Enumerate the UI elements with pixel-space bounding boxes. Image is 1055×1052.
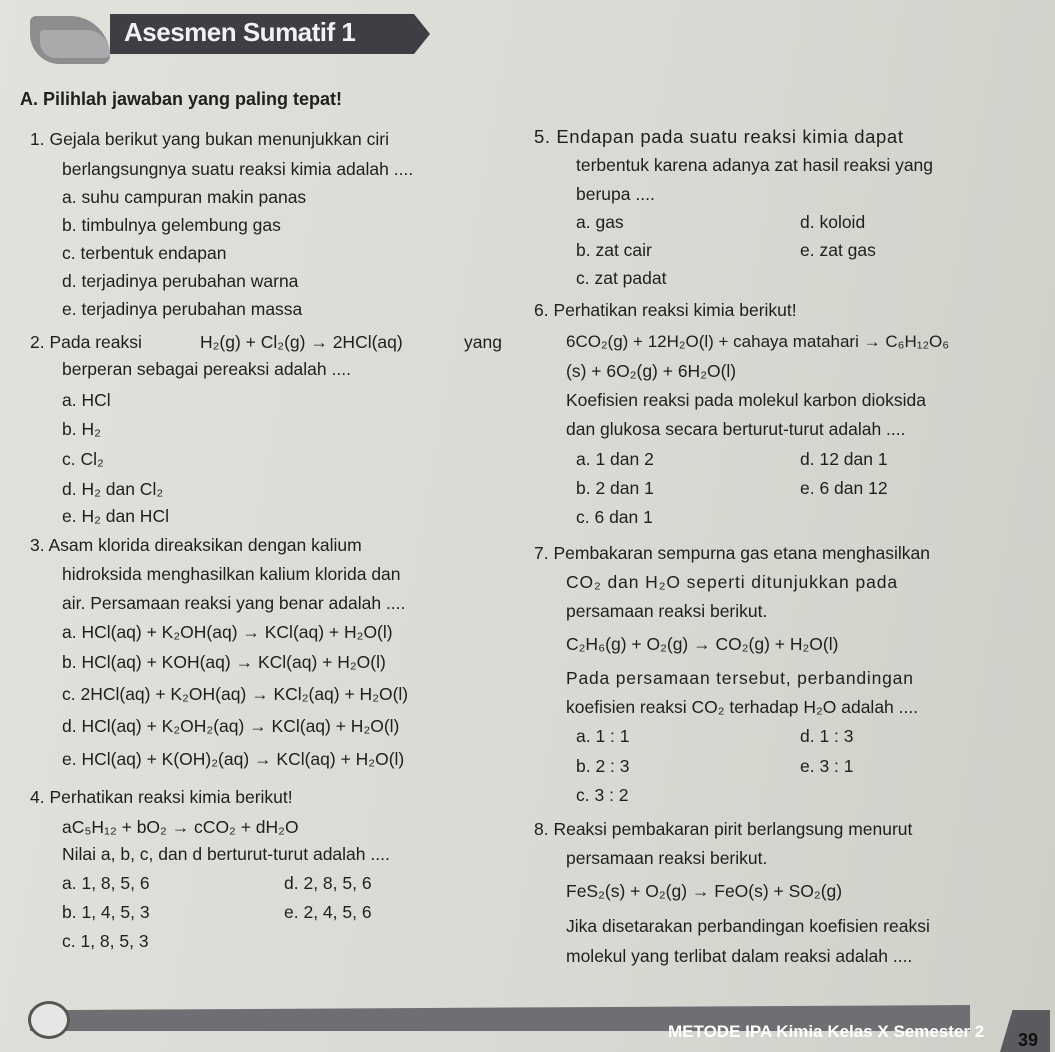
question-3-option-d: d. HCl(aq) + K₂OH₂(aq) → KCl(aq) + H₂O(l)	[62, 716, 400, 736]
question-2-option-a: a. HCl	[62, 390, 111, 410]
question-1-option-c: c. terbentuk endapan	[62, 243, 227, 263]
question-4-line-3: Nilai a, b, c, dan d berturut-turut adalah ....	[62, 844, 390, 864]
question-7-option-b: b. 2 : 3	[576, 756, 630, 776]
question-7-line-2: CO₂ dan H₂O seperti ditunjukkan pada	[566, 572, 898, 592]
question-7-option-e: e. 3 : 1	[800, 756, 854, 776]
question-5-option-d: d. koloid	[800, 212, 866, 232]
question-3-option-e: e. HCl(aq) + K(OH)₂(aq) → KCl(aq) + H₂O(l)	[62, 749, 405, 769]
question-3-line-2: hidroksida menghasilkan kalium klorida dan	[62, 564, 401, 584]
question-2-option-e: e. H₂ dan HCl	[62, 506, 169, 526]
footer-circle-decoration	[28, 1001, 70, 1039]
question-4-option-b: b. 1, 4, 5, 3	[62, 902, 150, 922]
question-4-option-d: d. 2, 8, 5, 6	[284, 873, 372, 893]
question-6-option-d: d. 12 dan 1	[800, 449, 888, 469]
book-stack-icon	[40, 30, 110, 58]
question-2-equation: H₂(g) + Cl₂(g) → 2HCl(aq)	[200, 332, 403, 352]
question-6-option-a: a. 1 dan 2	[576, 449, 654, 469]
question-8-line-1: 8. Reaksi pembakaran pirit berlangsung menurut	[534, 819, 913, 839]
section-heading: A. Pilihlah jawaban yang paling tepat!	[20, 89, 343, 109]
question-8-equation: FeS₂(s) + O₂(g) → FeO(s) + SO₂(g)	[566, 881, 843, 901]
page-number: 39	[1018, 1030, 1039, 1050]
question-6-line-1: 6. Perhatikan reaksi kimia berikut!	[534, 300, 797, 320]
question-7-option-c: c. 3 : 2	[576, 785, 629, 805]
question-5-option-c: c. zat padat	[576, 268, 667, 288]
question-8-line-2: persamaan reaksi berikut.	[566, 848, 768, 868]
question-2-line-1-tail: yang	[464, 332, 502, 352]
question-3-line-3: air. Persamaan reaksi yang benar adalah ....	[62, 593, 406, 613]
question-4-option-c: c. 1, 8, 5, 3	[62, 931, 149, 951]
question-2-option-d: d. H₂ dan Cl₂	[62, 479, 164, 499]
question-3-option-b: b. HCl(aq) + KOH(aq) → KCl(aq) + H₂O(l)	[62, 652, 386, 672]
question-6-equation-part-2: (s) + 6O₂(g) + 6H₂O(l)	[566, 361, 737, 381]
question-2-number: 2. Pada reaksi	[30, 332, 142, 352]
question-5-option-e: e. zat gas	[800, 240, 876, 260]
question-6-option-b: b. 2 dan 1	[576, 478, 654, 498]
question-5-line-2: terbentuk karena adanya zat hasil reaksi yang	[576, 155, 934, 175]
question-5-option-b: b. zat cair	[576, 240, 652, 260]
question-7-line-6: koefisien reaksi CO₂ terhadap H₂O adalah ....	[566, 697, 919, 717]
question-1-line-1: 1. Gejala berikut yang bukan menunjukkan ciri	[30, 129, 389, 149]
question-1-option-a: a. suhu campuran makin panas	[62, 187, 307, 207]
question-7-line-1: 7. Pembakaran sempurna gas etana menghasilkan	[534, 543, 930, 563]
question-7-line-5: Pada persamaan tersebut, perbandingan	[566, 668, 914, 688]
question-6-equation-part-1: 6CO₂(g) + 12H₂O(l) + cahaya matahari → C₆H₁₂O₆	[566, 332, 950, 351]
question-4-option-a: a. 1, 8, 5, 6	[62, 873, 150, 893]
question-6-option-c: c. 6 dan 1	[576, 507, 653, 527]
page-title: Asesmen Sumatif 1	[124, 17, 356, 47]
question-8-line-4: Jika disetarakan perbandingan koefisien reaksi	[566, 916, 930, 936]
question-1-line-2: berlangsungnya suatu reaksi kimia adalah ....	[62, 159, 414, 179]
question-1-option-b: b. timbulnya gelembung gas	[62, 215, 281, 235]
question-8-line-5: molekul yang terlibat dalam reaksi adalah ....	[566, 946, 913, 966]
footer-book-title: METODE IPA Kimia Kelas X Semester 2	[668, 1022, 985, 1041]
question-7-line-3: persamaan reaksi berikut.	[566, 601, 768, 621]
question-2-line-2: berperan sebagai pereaksi adalah ....	[62, 359, 351, 379]
question-3-option-c: c. 2HCl(aq) + K₂OH(aq) → KCl₂(aq) + H₂O(l)	[62, 684, 409, 704]
question-1-option-e: e. terjadinya perubahan massa	[62, 299, 303, 319]
question-5-option-a: a. gas	[576, 212, 624, 232]
question-4-option-e: e. 2, 4, 5, 6	[284, 902, 372, 922]
question-2-option-b: b. H₂	[62, 419, 101, 439]
question-5-line-3: berupa ....	[576, 184, 655, 204]
question-1-option-d: d. terjadinya perubahan warna	[62, 271, 299, 291]
question-2-option-c: c. Cl₂	[62, 449, 104, 469]
question-6-line-5: dan glukosa secara berturut-turut adalah ....	[566, 419, 906, 439]
question-3-option-a: a. HCl(aq) + K₂OH(aq) → KCl(aq) + H₂O(l)	[62, 622, 393, 642]
question-4-equation: aC₅H₁₂ + bO₂ → cCO₂ + dH₂O	[62, 817, 299, 837]
question-5-line-1: 5. Endapan pada suatu reaksi kimia dapat	[534, 126, 904, 147]
question-4-line-1: 4. Perhatikan reaksi kimia berikut!	[30, 787, 293, 807]
question-3-line-1: 3. Asam klorida direaksikan dengan kalium	[30, 535, 362, 555]
question-7-equation: C₂H₆(g) + O₂(g) → CO₂(g) + H₂O(l)	[566, 634, 839, 654]
question-7-option-a: a. 1 : 1	[576, 726, 630, 746]
question-7-option-d: d. 1 : 3	[800, 726, 854, 746]
question-6-option-e: e. 6 dan 12	[800, 478, 888, 498]
question-6-line-4: Koefisien reaksi pada molekul karbon dioksida	[566, 390, 926, 410]
